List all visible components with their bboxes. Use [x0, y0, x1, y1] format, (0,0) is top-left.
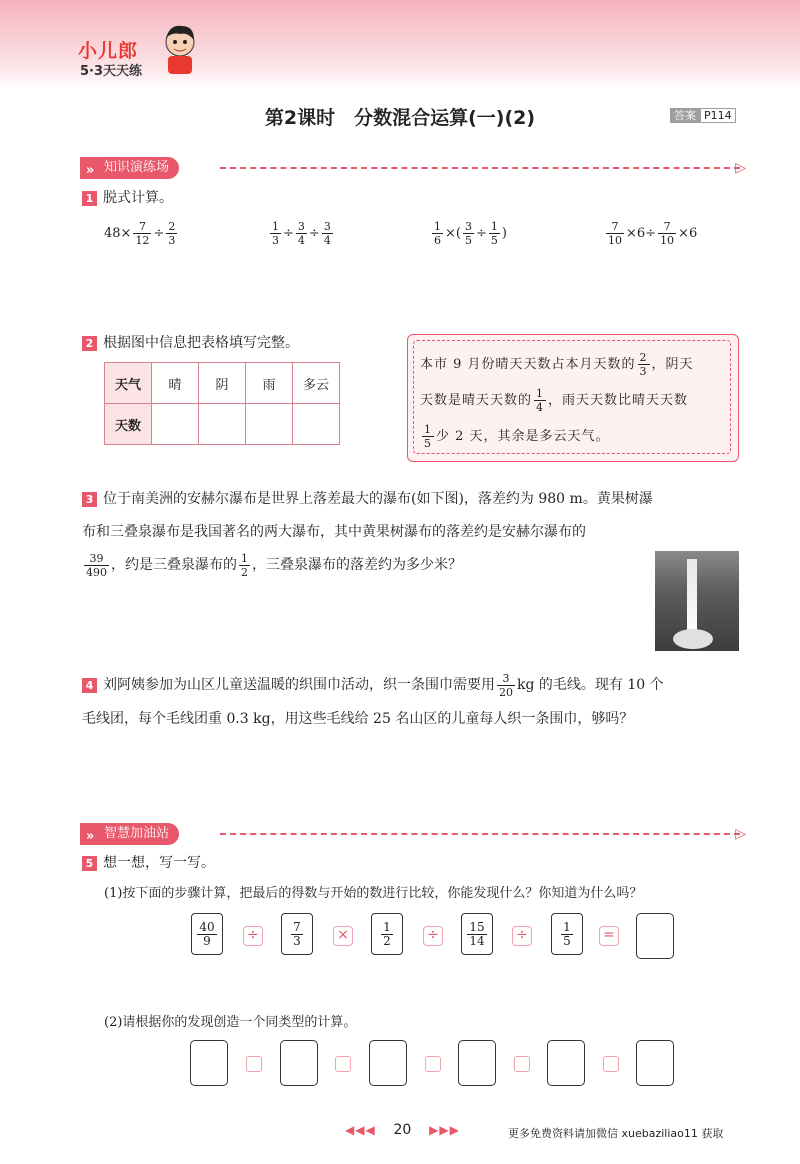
- logo-subtitle: 5·3天天练: [80, 64, 143, 79]
- fraction-card: $\frac{40}{9}$: [191, 913, 223, 955]
- logo-name: 小儿郎: [78, 40, 139, 62]
- question-number: 5: [82, 856, 97, 871]
- question-text: ，三叠泉瀑布的落差约为多少米？: [252, 557, 462, 573]
- expression-4: [604, 220, 697, 247]
- operator-divide: ÷: [423, 926, 443, 946]
- expression-3: [430, 220, 507, 247]
- fraction-card: $\frac{15}{14}$: [461, 913, 493, 955]
- question-3: [82, 483, 742, 582]
- page-title: 第2课时 分数混合运算(一)(2): [264, 107, 536, 129]
- waterfall-stream: [687, 559, 697, 639]
- answer-box[interactable]: [280, 1040, 318, 1086]
- question-text: 毛线团，每个毛线团重 0.3 kg，用这些毛线给 25 名山区的儿童每人织一条围巾，够吗？: [82, 711, 634, 727]
- operator-divide: ÷: [243, 926, 263, 946]
- fraction: $\frac{1}{5}$: [490, 220, 498, 247]
- table-cell: 天气: [105, 363, 152, 404]
- answer-cell[interactable]: [246, 404, 293, 445]
- answer-box[interactable]: [458, 1040, 496, 1086]
- operator: ×(: [445, 226, 461, 241]
- answer-cell[interactable]: [199, 404, 246, 445]
- operator-blank[interactable]: [335, 1056, 351, 1072]
- sub-question-1: (1)按下面的步骤计算，把最后的得数与开始的数进行比较，你能发现什么？你知道为什么吗？: [104, 886, 643, 901]
- fraction: $\frac{3}{20}$: [499, 671, 513, 699]
- fraction: $\frac{1}{6}$: [434, 220, 441, 247]
- fraction: $\frac{1}{4}$: [536, 387, 545, 414]
- table-cell: 多云: [293, 363, 340, 404]
- fraction-card: $\frac{1}{5}$: [551, 913, 583, 955]
- fraction: $\frac{1}{5}$: [424, 423, 432, 450]
- fraction: $\frac{2}{3}$: [168, 220, 176, 247]
- fraction: $\frac{3}{4}$: [323, 220, 331, 247]
- fraction: $\frac{39}{490}$: [86, 551, 107, 579]
- answer-page: P114: [700, 108, 736, 123]
- operator: ÷: [283, 226, 294, 241]
- answer-box[interactable]: [547, 1040, 585, 1086]
- question-text: ，约是三叠泉瀑布的: [111, 557, 237, 573]
- operator: ×6÷: [626, 226, 657, 241]
- table-row: [105, 404, 340, 445]
- answer-box[interactable]: [369, 1040, 407, 1086]
- question-number: 4: [82, 678, 97, 693]
- section-header-practice: [80, 157, 746, 179]
- info-box: [407, 334, 739, 462]
- table-cell: 晴: [152, 363, 199, 404]
- info-text: ，雨天天数比晴天天数: [548, 393, 689, 408]
- question-text: kg 的毛线。现有 10 个: [517, 677, 664, 693]
- expression-2: [268, 220, 335, 247]
- operator-blank[interactable]: [425, 1056, 441, 1072]
- operator-blank[interactable]: [246, 1056, 262, 1072]
- sub-question-2: (2)请根据你的发现创造一个同类型的计算。: [104, 1015, 357, 1030]
- fraction-card: $\frac{1}{2}$: [371, 913, 403, 955]
- question-text: 脱式计算。: [103, 190, 173, 206]
- operator: ÷: [475, 226, 487, 241]
- fraction: $\frac{7}{10}$: [660, 220, 675, 247]
- section-arrow-icon: »: [86, 163, 95, 178]
- section-label: 知识演练场: [104, 160, 170, 175]
- answer-cell[interactable]: [152, 404, 199, 445]
- operator-multiply: ×: [333, 926, 353, 946]
- fraction: $\frac{7}{10}$: [608, 220, 622, 247]
- footer: [345, 1122, 460, 1138]
- prev-arrows-icon: ◀◀◀: [345, 1123, 376, 1137]
- table-cell: 天数: [105, 404, 152, 445]
- operator-equals: =: [599, 926, 619, 946]
- answer-cell[interactable]: [293, 404, 340, 445]
- operator-blank[interactable]: [603, 1056, 619, 1072]
- question-2: [82, 333, 299, 353]
- fraction: $\frac{1}{3}$: [272, 220, 279, 247]
- question-1: [82, 188, 173, 208]
- operator: ): [501, 226, 507, 241]
- question-5: [82, 853, 215, 873]
- operator-divide: ÷: [512, 926, 532, 946]
- section-arrow-icon: »: [86, 829, 95, 844]
- section-tag: [80, 823, 179, 845]
- fraction: $\frac{3}{5}$: [464, 220, 472, 247]
- mascot-icon: [160, 22, 200, 74]
- question-text: 位于南美洲的安赫尔瀑布是世界上落差最大的瀑布(如下图)，落差约为 980 m。黄果树瀑: [103, 491, 653, 507]
- question-4: [82, 668, 742, 736]
- answer-box[interactable]: [190, 1040, 228, 1086]
- fraction: $\frac{7}{12}$: [135, 220, 150, 247]
- table-row: [105, 363, 340, 404]
- section-header-challenge: [80, 823, 746, 845]
- operator: ÷: [308, 226, 320, 241]
- expression-1: [104, 220, 179, 247]
- question-number: 3: [82, 492, 97, 507]
- arrow-head-icon: ▷: [735, 826, 746, 842]
- page-number: 20: [393, 1122, 412, 1138]
- info-text: 本市 9 月份晴天天数占本月天数的: [420, 357, 636, 372]
- question-number: 2: [82, 336, 97, 351]
- footer-promo: 更多免费资料请加微信 xuebaziliao11 获取: [508, 1127, 724, 1140]
- expr-text: 48×: [104, 226, 132, 241]
- fraction: $\frac{2}{3}$: [639, 351, 648, 378]
- waterfall-photo: [655, 551, 739, 651]
- answer-ref: [670, 107, 736, 123]
- weather-table: [104, 362, 340, 445]
- table-cell: 雨: [246, 363, 293, 404]
- table-cell: 阴: [199, 363, 246, 404]
- section-divider: [220, 833, 740, 835]
- arrow-head-icon: ▷: [735, 160, 746, 176]
- fraction-card: $\frac{7}{3}$: [281, 913, 313, 955]
- section-label: 智慧加油站: [104, 826, 170, 841]
- question-text: 根据图中信息把表格填写完整。: [103, 335, 299, 351]
- answer-box[interactable]: [636, 913, 674, 959]
- answer-label: 答案: [670, 108, 700, 123]
- fraction: $\frac{1}{2}$: [241, 551, 248, 579]
- info-box-inner: [413, 340, 731, 454]
- question-text: 刘阿姨参加为山区儿童送温暖的织围巾活动，织一条围巾需要用: [103, 677, 495, 693]
- question-text: 想一想，写一写。: [103, 855, 215, 871]
- operator-blank[interactable]: [514, 1056, 530, 1072]
- operator: ÷: [153, 226, 165, 241]
- answer-box[interactable]: [636, 1040, 674, 1086]
- info-text: ，阴天: [651, 357, 694, 372]
- question-number: 1: [82, 191, 97, 206]
- fraction: $\frac{3}{4}$: [297, 220, 305, 247]
- question-text: 布和三叠泉瀑布是我国著名的两大瀑布，其中黄果树瀑布的落差约是安赫尔瀑布的: [82, 524, 586, 540]
- section-divider: [220, 167, 740, 169]
- operator: ×6: [678, 226, 698, 241]
- next-arrows-icon: ▶▶▶: [429, 1123, 460, 1137]
- waterfall-mist: [673, 629, 713, 649]
- info-text: 天数是晴天天数的: [420, 393, 533, 408]
- section-tag: [80, 157, 179, 179]
- info-text: 少 2 天，其余是多云天气。: [436, 429, 610, 444]
